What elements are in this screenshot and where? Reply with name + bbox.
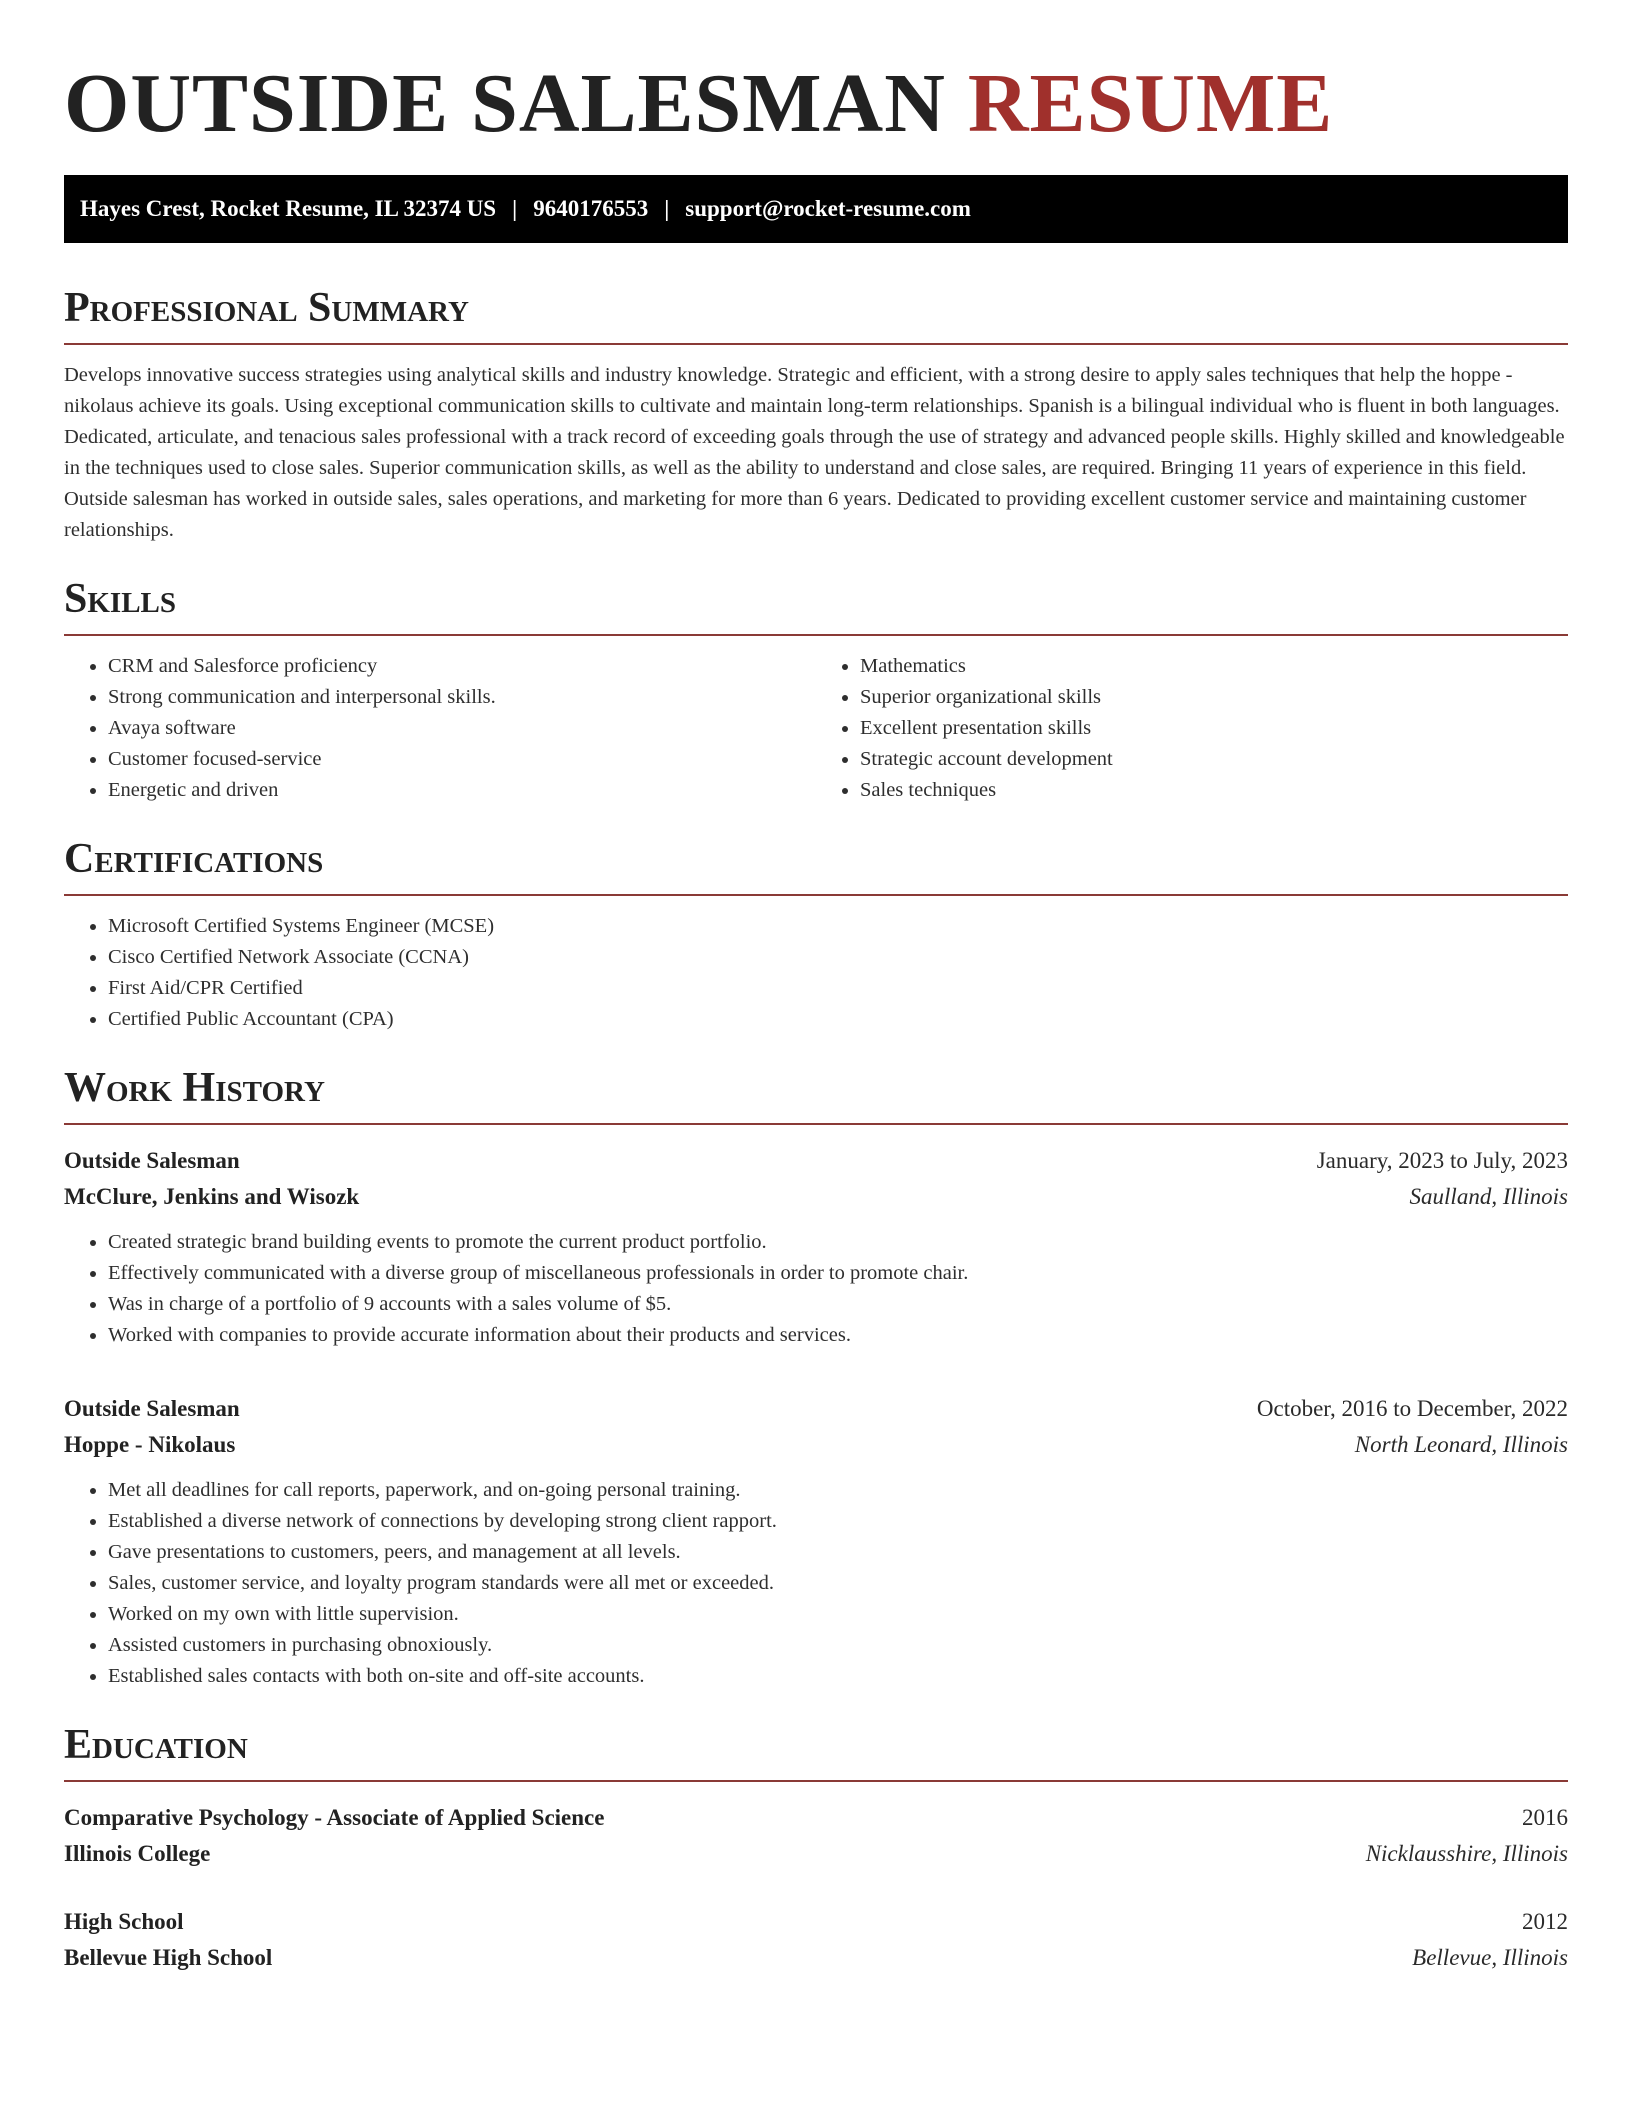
certification-item: • Microsoft Certified Systems Engineer (MCSE)	[108, 911, 1568, 942]
job-company: McClure, Jenkins and Wisozk	[64, 1184, 360, 1209]
education-school-row	[64, 1940, 1568, 1976]
skill-item: • Avaya software	[108, 713, 816, 744]
education-location: Bellevue, Illinois	[1412, 1945, 1568, 1970]
job-title: Outside Salesman	[64, 1148, 240, 1173]
education-degree: Comparative Psychology - Associate of Applied Science	[64, 1805, 605, 1830]
education-entry	[64, 1904, 1568, 1976]
job-company-row	[64, 1179, 1568, 1215]
job-bullets	[64, 1227, 1568, 1351]
job-bullet: • Sales, customer service, and loyalty program standards were all met or exceeded.	[108, 1568, 1568, 1599]
education-school: Illinois College	[64, 1841, 211, 1866]
title-main: OUTSIDE SALESMAN	[64, 57, 946, 150]
skill-item: • Superior organizational skills	[860, 682, 1568, 713]
skill-item: • Excellent presentation skills	[860, 713, 1568, 744]
summary-text: Develops innovative success strategies using analytical skills and industry knowledge. Strategic and efficient, with a strong desire to apply sales techniques that help the hoppe - nikolaus achieve its goals. Using exceptional communication skills to cultivate and maintain long-term relationships. Spanish is a bilingual individual who is fluent in both languages. Dedicated, articulate, and tenacious sales professional with a track record of exceeding goals through the use of strategy and advanced people skills. Highly skilled and knowledgeable in the techniques used to close sales. Superior communication skills, as well as the ability to understand and close sales, are required. Bringing 11 years of experience in this field. Outside salesman has worked in outside sales, sales operations, and marketing for more than 6 years. Dedicated to providing excellent customer service and maintaining customer relationships.	[64, 364, 1565, 541]
resume-title	[64, 0, 1568, 154]
job-dates: October, 2016 to December, 2022	[1256, 1396, 1568, 1421]
job-title-row	[64, 1143, 1568, 1179]
skills-section	[64, 574, 1568, 806]
education-heading: Education	[64, 1720, 1568, 1782]
job-title-row	[64, 1391, 1568, 1427]
education-school-row	[64, 1836, 1568, 1872]
job-bullet: • Created strategic brand building events to promote the current product portfolio.	[108, 1227, 1568, 1258]
job-entry	[64, 1391, 1568, 1692]
contact-email: support@rocket-resume.com	[685, 196, 971, 221]
job-bullet: • Effectively communicated with a diverse group of miscellaneous professionals in order to promote chair.	[108, 1258, 1568, 1289]
contact-phone: 9640176553	[533, 196, 649, 221]
job-bullet: • Gave presentations to customers, peers, and management at all levels.	[108, 1537, 1568, 1568]
education-degree-row	[64, 1800, 1568, 1836]
job-location: North Leonard, Illinois	[1354, 1432, 1568, 1457]
education-degree: High School	[64, 1909, 184, 1934]
work-history-heading: Work History	[64, 1063, 1568, 1125]
contact-address: Hayes Crest, Rocket Resume, IL 32374 US	[80, 196, 497, 221]
certification-item: • Certified Public Accountant (CPA)	[108, 1004, 1568, 1035]
job-entry	[64, 1143, 1568, 1351]
education-degree-row	[64, 1904, 1568, 1940]
skills-columns	[64, 636, 1568, 806]
contact-bar	[64, 175, 1568, 243]
job-bullet: • Established a diverse network of connections by developing strong client rapport.	[108, 1506, 1568, 1537]
job-company-row	[64, 1427, 1568, 1463]
certification-item: • First Aid/CPR Certified	[108, 973, 1568, 1004]
job-bullet: • Worked with companies to provide accurate information about their products and services.	[108, 1320, 1568, 1351]
skill-item: • Customer focused-service	[108, 744, 816, 775]
skills-list-left	[64, 651, 816, 806]
job-title: Outside Salesman	[64, 1396, 240, 1421]
job-bullet: • Worked on my own with little supervision.	[108, 1599, 1568, 1630]
job-dates: January, 2023 to July, 2023	[1316, 1148, 1568, 1173]
skill-item: • Energetic and driven	[108, 775, 816, 806]
certifications-list	[64, 911, 1568, 1035]
education-section	[64, 1720, 1568, 1976]
education-year: 2016	[1522, 1805, 1568, 1830]
certifications-heading: Certifications	[64, 834, 1568, 896]
summary-heading: Professional Summary	[64, 283, 1568, 345]
certifications-section	[64, 834, 1568, 1035]
title-accent: RESUME	[967, 57, 1334, 150]
job-bullet: • Established sales contacts with both on-site and off-site accounts.	[108, 1661, 1568, 1692]
contact-separator: |	[664, 196, 670, 221]
job-bullet: • Was in charge of a portfolio of 9 accounts with a sales volume of $5.	[108, 1289, 1568, 1320]
skill-item: • CRM and Salesforce proficiency	[108, 651, 816, 682]
work-history-section	[64, 1063, 1568, 1692]
skill-item: • Sales techniques	[860, 775, 1568, 806]
summary-section	[64, 283, 1568, 546]
skill-item: • Strong communication and interpersonal skills.	[108, 682, 816, 713]
education-entry	[64, 1800, 1568, 1872]
certification-item: • Cisco Certified Network Associate (CCNA)	[108, 942, 1568, 973]
job-bullet: • Assisted customers in purchasing obnoxiously.	[108, 1630, 1568, 1661]
education-school: Bellevue High School	[64, 1945, 273, 1970]
contact-separator: |	[512, 196, 518, 221]
skill-item: • Mathematics	[860, 651, 1568, 682]
skill-item: • Strategic account development	[860, 744, 1568, 775]
skills-heading: Skills	[64, 574, 1568, 636]
job-bullet: • Met all deadlines for call reports, paperwork, and on-going personal training.	[108, 1475, 1568, 1506]
job-location: Saulland, Illinois	[1409, 1184, 1568, 1209]
skills-list-right	[816, 651, 1568, 806]
education-location: Nicklausshire, Illinois	[1365, 1841, 1568, 1866]
job-company: Hoppe - Nikolaus	[64, 1432, 236, 1457]
job-bullets	[64, 1475, 1568, 1692]
education-year: 2012	[1522, 1909, 1568, 1934]
